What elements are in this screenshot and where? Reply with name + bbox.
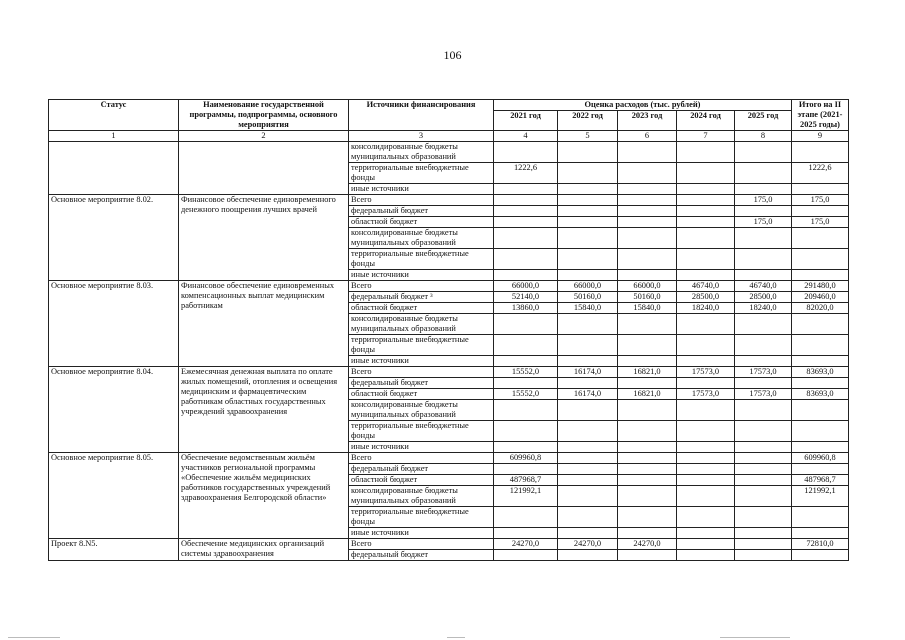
column-number: 5: [558, 131, 618, 142]
value-cell: 50160,0: [558, 292, 618, 303]
value-cell: 17573,0: [677, 367, 735, 378]
value-cell: 15840,0: [558, 303, 618, 314]
value-cell: 17573,0: [735, 389, 792, 400]
value-cell: [494, 270, 558, 281]
value-cell: 1222,6: [494, 163, 558, 184]
total-cell: 83693,0: [792, 389, 849, 400]
total-cell: 83693,0: [792, 367, 849, 378]
total-cell: [792, 421, 849, 442]
value-cell: [494, 421, 558, 442]
source-cell: консолидированные бюджеты муниципальных образований: [349, 314, 494, 335]
value-cell: [618, 217, 677, 228]
table-row: [49, 453, 849, 464]
value-cell: [558, 270, 618, 281]
value-cell: [677, 356, 735, 367]
value-cell: 18240,0: [677, 303, 735, 314]
value-cell: [677, 442, 735, 453]
source-cell: Всего: [349, 453, 494, 464]
name-cell: Ежемесячная денежная выплата по оплате жилых помещений, отопления и освещения медицинским и фармацевтическим работникам областных государственных учреждений здравоохранения: [179, 367, 349, 453]
source-cell: консолидированные бюджеты муниципальных образований: [349, 142, 494, 163]
page-number: 106: [443, 48, 462, 62]
value-cell: [494, 228, 558, 249]
header-name: Наименование государственной программы, подпрограммы, основного мероприятия: [179, 100, 349, 131]
total-cell: 487968,7: [792, 475, 849, 486]
name-cell: Обеспечение ведомственным жильём участников региональной программы «Обеспечение жильём медицинских работников государственных учреждений здравоохранения Белгородской области»: [179, 453, 349, 539]
column-number: 3: [349, 131, 494, 142]
header-year: 2022 год: [558, 111, 618, 131]
source-cell: консолидированные бюджеты муниципальных образований: [349, 400, 494, 421]
value-cell: [558, 453, 618, 464]
source-cell: консолидированные бюджеты муниципальных образований: [349, 228, 494, 249]
column-number: 6: [618, 131, 677, 142]
total-cell: [792, 507, 849, 528]
column-number: 2: [179, 131, 349, 142]
source-cell: областной бюджет: [349, 389, 494, 400]
source-cell: федеральный бюджет: [349, 550, 494, 561]
value-cell: 46740,0: [677, 281, 735, 292]
value-cell: 17573,0: [677, 389, 735, 400]
value-cell: 16821,0: [618, 389, 677, 400]
name-cell: [179, 142, 349, 195]
value-cell: [735, 550, 792, 561]
value-cell: [735, 206, 792, 217]
value-cell: [735, 378, 792, 389]
header-estimate: Оценка расходов (тыс. рублей): [494, 100, 792, 111]
column-number: 1: [49, 131, 179, 142]
value-cell: 66000,0: [494, 281, 558, 292]
value-cell: [558, 475, 618, 486]
table-row: [49, 281, 849, 292]
source-cell: Всего: [349, 539, 494, 550]
value-cell: [494, 142, 558, 163]
value-cell: [677, 550, 735, 561]
value-cell: [735, 421, 792, 442]
value-cell: 16174,0: [558, 389, 618, 400]
value-cell: [735, 507, 792, 528]
source-cell: областной бюджет: [349, 475, 494, 486]
value-cell: [618, 195, 677, 206]
value-cell: [735, 184, 792, 195]
column-number: 4: [494, 131, 558, 142]
value-cell: [558, 421, 618, 442]
value-cell: [558, 163, 618, 184]
value-cell: [618, 464, 677, 475]
value-cell: 18240,0: [735, 303, 792, 314]
value-cell: 24270,0: [558, 539, 618, 550]
value-cell: [558, 184, 618, 195]
total-cell: 121992,1: [792, 486, 849, 507]
financing-table: [48, 99, 849, 561]
source-cell: федеральный бюджет ³: [349, 292, 494, 303]
status-cell: Основное мероприятие 8.03.: [49, 281, 179, 367]
value-cell: 17573,0: [735, 367, 792, 378]
value-cell: 15552,0: [494, 389, 558, 400]
value-cell: [618, 378, 677, 389]
value-cell: [618, 453, 677, 464]
value-cell: 66000,0: [558, 281, 618, 292]
value-cell: [735, 314, 792, 335]
value-cell: [558, 335, 618, 356]
total-cell: [792, 206, 849, 217]
value-cell: [618, 206, 677, 217]
source-cell: областной бюджет: [349, 303, 494, 314]
value-cell: [618, 442, 677, 453]
table-row: [49, 195, 849, 206]
table-row: [49, 142, 849, 163]
source-cell: иные источники: [349, 356, 494, 367]
value-cell: [618, 249, 677, 270]
value-cell: [735, 249, 792, 270]
value-cell: [618, 507, 677, 528]
total-cell: [792, 442, 849, 453]
source-cell: территориальные внебюджетные фонды: [349, 335, 494, 356]
value-cell: 52140,0: [494, 292, 558, 303]
total-cell: [792, 528, 849, 539]
value-cell: [558, 217, 618, 228]
total-cell: [792, 270, 849, 281]
value-cell: [618, 163, 677, 184]
value-cell: [618, 486, 677, 507]
source-cell: федеральный бюджет: [349, 378, 494, 389]
source-cell: иные источники: [349, 270, 494, 281]
value-cell: [558, 142, 618, 163]
total-cell: 82020,0: [792, 303, 849, 314]
total-cell: [792, 550, 849, 561]
value-cell: [618, 142, 677, 163]
value-cell: 50160,0: [618, 292, 677, 303]
total-cell: [792, 142, 849, 163]
scan-edge-mark: [447, 637, 465, 638]
value-cell: [494, 335, 558, 356]
status-cell: [49, 142, 179, 195]
value-cell: [677, 378, 735, 389]
value-cell: [677, 195, 735, 206]
column-number: 8: [735, 131, 792, 142]
value-cell: [677, 464, 735, 475]
total-cell: [792, 335, 849, 356]
value-cell: 15840,0: [618, 303, 677, 314]
value-cell: [494, 184, 558, 195]
value-cell: [494, 400, 558, 421]
header-total: Итого на II этапе (2021-2025 годы): [792, 100, 849, 131]
total-cell: 1222,6: [792, 163, 849, 184]
table-row: [49, 539, 849, 550]
value-cell: [558, 206, 618, 217]
value-cell: [677, 507, 735, 528]
value-cell: [735, 228, 792, 249]
value-cell: [677, 539, 735, 550]
value-cell: [735, 486, 792, 507]
value-cell: [677, 228, 735, 249]
source-cell: федеральный бюджет: [349, 206, 494, 217]
scan-edge-mark: [720, 637, 790, 638]
total-cell: 175,0: [792, 217, 849, 228]
value-cell: [735, 356, 792, 367]
source-cell: консолидированные бюджеты муниципальных образований: [349, 486, 494, 507]
value-cell: [494, 356, 558, 367]
value-cell: [618, 335, 677, 356]
value-cell: [677, 270, 735, 281]
value-cell: [735, 142, 792, 163]
value-cell: [494, 442, 558, 453]
total-cell: 209460,0: [792, 292, 849, 303]
value-cell: [735, 400, 792, 421]
value-cell: [677, 142, 735, 163]
table-body: [49, 142, 849, 561]
value-cell: [558, 550, 618, 561]
value-cell: [677, 314, 735, 335]
value-cell: [494, 550, 558, 561]
source-cell: Всего: [349, 281, 494, 292]
value-cell: 28500,0: [677, 292, 735, 303]
total-cell: [792, 249, 849, 270]
source-cell: территориальные внебюджетные фонды: [349, 249, 494, 270]
total-cell: [792, 400, 849, 421]
total-cell: 609960,8: [792, 453, 849, 464]
value-cell: [735, 475, 792, 486]
source-cell: Всего: [349, 195, 494, 206]
source-cell: иные источники: [349, 184, 494, 195]
value-cell: [618, 421, 677, 442]
value-cell: 175,0: [735, 217, 792, 228]
value-cell: [558, 400, 618, 421]
value-cell: [618, 228, 677, 249]
source-cell: областной бюджет: [349, 217, 494, 228]
value-cell: 609960,8: [494, 453, 558, 464]
value-cell: [618, 400, 677, 421]
value-cell: 16821,0: [618, 367, 677, 378]
value-cell: [618, 356, 677, 367]
value-cell: [494, 314, 558, 335]
value-cell: 28500,0: [735, 292, 792, 303]
header-source: Источники финансирования: [349, 100, 494, 131]
value-cell: [494, 195, 558, 206]
value-cell: [735, 442, 792, 453]
value-cell: [558, 486, 618, 507]
scan-edge-mark: [8, 637, 60, 638]
column-number: 9: [792, 131, 849, 142]
value-cell: 24270,0: [618, 539, 677, 550]
source-cell: иные источники: [349, 442, 494, 453]
value-cell: [677, 206, 735, 217]
value-cell: [558, 378, 618, 389]
status-cell: Основное мероприятие 8.02.: [49, 195, 179, 281]
header-status: Статус: [49, 100, 179, 131]
value-cell: [494, 249, 558, 270]
value-cell: [677, 453, 735, 464]
total-cell: 175,0: [792, 195, 849, 206]
header-year: 2023 год: [618, 111, 677, 131]
value-cell: 175,0: [735, 195, 792, 206]
value-cell: [558, 314, 618, 335]
value-cell: 13860,0: [494, 303, 558, 314]
value-cell: [735, 539, 792, 550]
value-cell: 16174,0: [558, 367, 618, 378]
value-cell: [735, 453, 792, 464]
header-year: 2024 год: [677, 111, 735, 131]
value-cell: [618, 184, 677, 195]
value-cell: [735, 528, 792, 539]
value-cell: [558, 528, 618, 539]
value-cell: [558, 195, 618, 206]
total-cell: 72810,0: [792, 539, 849, 550]
source-cell: территориальные внебюджетные фонды: [349, 163, 494, 184]
value-cell: [494, 206, 558, 217]
total-cell: [792, 228, 849, 249]
value-cell: [735, 270, 792, 281]
value-cell: [677, 163, 735, 184]
value-cell: [494, 507, 558, 528]
value-cell: [558, 507, 618, 528]
total-cell: [792, 314, 849, 335]
value-cell: 24270,0: [494, 539, 558, 550]
status-cell: Проект 8.N5.: [49, 539, 179, 561]
status-cell: Основное мероприятие 8.04.: [49, 367, 179, 453]
header-year: 2025 год: [735, 111, 792, 131]
total-cell: 291480,0: [792, 281, 849, 292]
status-cell: Основное мероприятие 8.05.: [49, 453, 179, 539]
value-cell: 46740,0: [735, 281, 792, 292]
value-cell: [558, 249, 618, 270]
source-cell: федеральный бюджет: [349, 464, 494, 475]
value-cell: [618, 270, 677, 281]
total-cell: [792, 356, 849, 367]
value-cell: [677, 184, 735, 195]
value-cell: [558, 356, 618, 367]
value-cell: [735, 163, 792, 184]
value-cell: [618, 528, 677, 539]
total-cell: [792, 464, 849, 475]
table-row: [49, 367, 849, 378]
total-cell: [792, 378, 849, 389]
value-cell: 487968,7: [494, 475, 558, 486]
header-year: 2021 год: [494, 111, 558, 131]
value-cell: [677, 249, 735, 270]
value-cell: [677, 486, 735, 507]
value-cell: [677, 400, 735, 421]
value-cell: [494, 378, 558, 389]
value-cell: [558, 228, 618, 249]
source-cell: территориальные внебюджетные фонды: [349, 421, 494, 442]
value-cell: [677, 475, 735, 486]
value-cell: [677, 217, 735, 228]
value-cell: [618, 314, 677, 335]
value-cell: 121992,1: [494, 486, 558, 507]
value-cell: [735, 335, 792, 356]
value-cell: [677, 421, 735, 442]
value-cell: 66000,0: [618, 281, 677, 292]
name-cell: Финансовое обеспечение единовременных компенсационных выплат медицинским работникам: [179, 281, 349, 367]
source-cell: Всего: [349, 367, 494, 378]
value-cell: [618, 475, 677, 486]
total-cell: [792, 184, 849, 195]
value-cell: [677, 528, 735, 539]
name-cell: Обеспечение медицинских организаций системы здравоохранения: [179, 539, 349, 561]
value-cell: 15552,0: [494, 367, 558, 378]
value-cell: [494, 528, 558, 539]
value-cell: [618, 550, 677, 561]
source-cell: иные источники: [349, 528, 494, 539]
value-cell: [735, 464, 792, 475]
name-cell: Финансовое обеспечение единовременного денежного поощрения лучших врачей: [179, 195, 349, 281]
source-cell: территориальные внебюджетные фонды: [349, 507, 494, 528]
value-cell: [558, 464, 618, 475]
column-number: 7: [677, 131, 735, 142]
value-cell: [677, 335, 735, 356]
value-cell: [494, 464, 558, 475]
value-cell: [558, 442, 618, 453]
value-cell: [494, 217, 558, 228]
